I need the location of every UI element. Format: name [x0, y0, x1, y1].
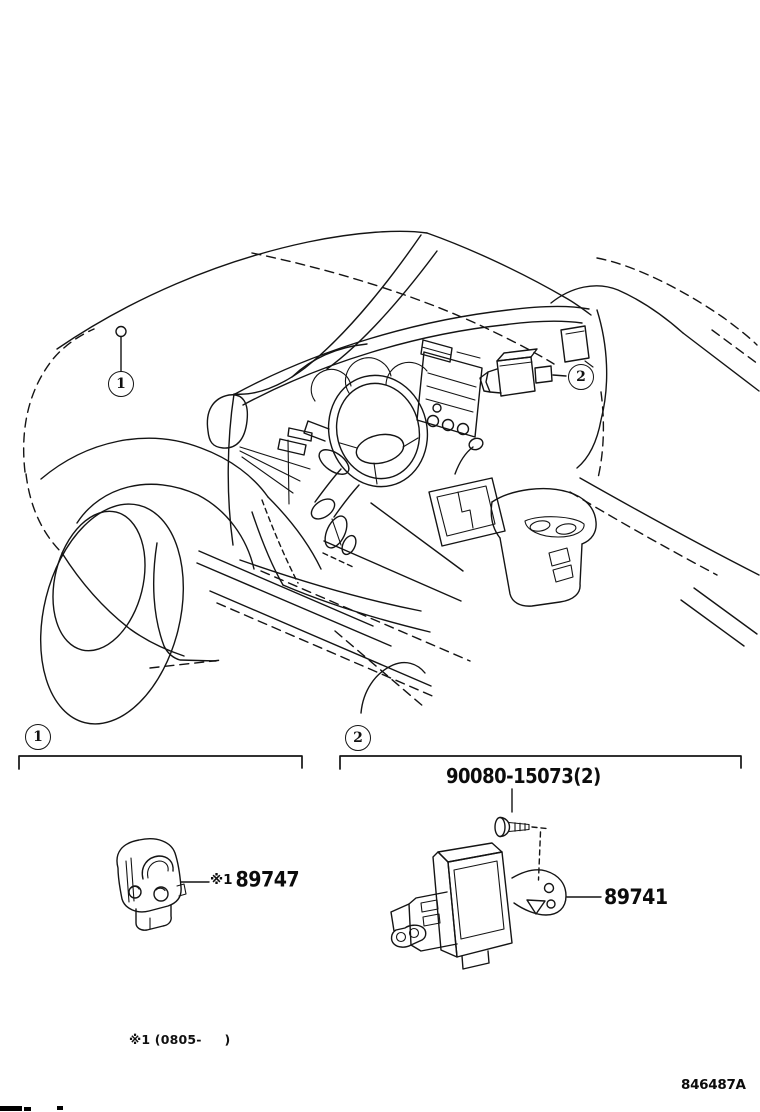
floor-and-sill	[150, 503, 470, 713]
part-number-relay[interactable]: 89747	[235, 867, 300, 893]
steering-wheel	[304, 365, 439, 523]
relay-part-label[interactable]	[210, 869, 299, 891]
relay-illustration	[117, 839, 209, 930]
figure-code: 846487A	[681, 1077, 746, 1093]
relay-footnote-reference: ※1	[210, 872, 233, 888]
callout-1-drawing-label: 1	[116, 376, 126, 392]
callout-1-drawing[interactable]	[108, 371, 134, 397]
callout-2-section-label: 2	[353, 730, 363, 746]
truck-front-end	[19, 231, 591, 739]
screw-illustration	[495, 789, 547, 880]
callout-2-section-header[interactable]	[345, 725, 371, 751]
part-number-ecu[interactable]: 89741	[604, 885, 668, 910]
dashboard	[207, 306, 593, 585]
callout-1-section-header[interactable]	[25, 724, 51, 750]
callout-2-drawing-label: 2	[576, 369, 586, 385]
section-brackets	[19, 756, 741, 769]
scan-artifacts	[0, 1106, 63, 1111]
callout-1-section-label: 1	[33, 729, 43, 745]
center-console-and-shifter	[429, 436, 596, 606]
ecu-illustration	[391, 843, 601, 969]
part-number-screw[interactable]: 90080-15073(2)	[446, 765, 601, 789]
callout-2-drawing[interactable]	[568, 364, 594, 390]
footnote-production-date: ※1 (0805- )	[129, 1032, 231, 1047]
